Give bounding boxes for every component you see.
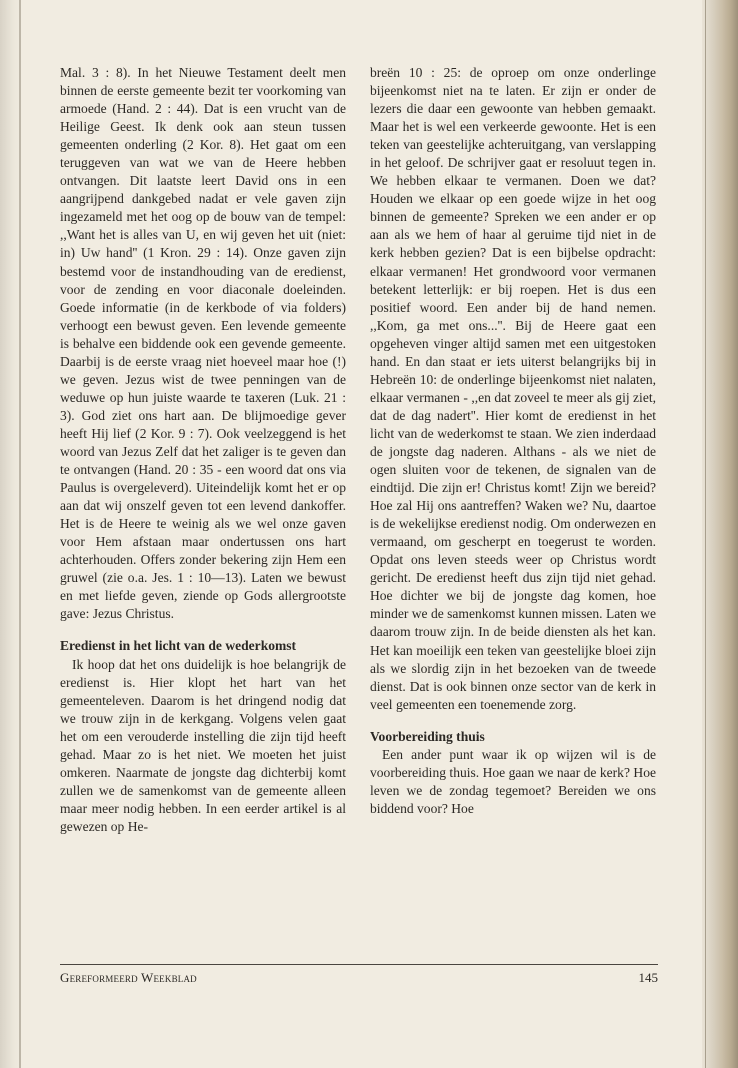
section-heading-voorbereiding: Voorbereiding thuis: [370, 728, 485, 744]
left-paragraph-1: Mal. 3 : 8). In het Nieuwe Testament deelt men binnen de eerste gemeente bezit ter voorkoming van armoede (Hand. 2 : 44). Dat is een vrucht van de Heilige Geest. Ik denk ook aan steun tussen gemeenten onderling (2 Kor. 8). Het gaat om een teruggeven van wat we van de Heere hebben ontvangen. Dit laatste leert David ons in een aangrijpend dankgebed nadat er vele gaven zijn ingezameld met het oog op de bouw van de tempel: ,,Want het is alles van U, en wij geven het uit (niet: in) Uw hand'' (1 Kron. 29 : 14). Onze gaven zijn bestemd voor de instandhouding van de eredienst, voor de zending en voor diaconale doeleinden. Goede informatie (in de kerkbode of via folders) verhoogt een bewust geven. Een levende gemeente is behalve een biddende ook een gevende gemeente. Daarbij is de eerste vraag niet hoeveel maar hoe (!) we geven. Jezus wist de twee penningen van de weduwe op hun juiste waarde te taxeren (Luk. 21 : 3). God ziet ons hart aan. De blijmoedige gever heeft Hij lief (2 Kor. 9 : 7). Ook veelzeggend is het woord van Jezus Zelf dat het zaliger is te geven dan te ontvangen (Hand. 20 : 35 - een woord dat ons via Paulus is overgeleverd). Uiteindelijk komt het er op aan dat wij onszelf geven tot een levend dankoffer. Het is de Heere te weinig als we wel onze gaven voor Hem afstaan maar ondertussen ons hart achterhouden. Offers zonder bekering zijn Hem een gruwel (zie o.a. Jes. 1 : 10—13). Laten we bewust en met liefde geven, ziende op Gods allergrootste gave: Jezus Christus.: [60, 65, 346, 622]
spacer: [60, 623, 346, 637]
page-number: 145: [638, 970, 658, 985]
page-edge-line: [705, 0, 706, 1068]
section-heading-eredienst: Eredienst in het licht van de wederkomst: [60, 638, 297, 654]
right-paragraph-2: Een ander punt waar ik op wijzen wil is de voorbereiding thuis. Hoe gaan we naar de kerk? Hoe leven we de zondag tegemoet? Bereiden we ons biddend voor? Hoe: [370, 746, 656, 816]
left-column: [60, 64, 346, 836]
publication-name: Gereformeerd Weekblad: [60, 970, 197, 985]
footer-rule: [60, 964, 658, 965]
spacer: [370, 714, 656, 728]
page-edge-shadow: [702, 0, 738, 1068]
gutter-line: [19, 0, 21, 1068]
left-paragraph-2: Ik hoop dat het ons duidelijk is hoe belangrijk de eredienst is. Hier klopt het hart van het gemeenteleven. Daarom is het dringend nodig dat we trouw zijn in de kerkgang. Volgens velen gaat het om een verouderde instelling die zijn tijd heeft gehad. Maar zo is het niet. We moeten het juist omkeren. Naarmate de jongste dag dichterbij komt zullen we de samenkomst van de gemeente alleen maar meer nodig hebben. In een eerder artikel is al gewezen op He-: [60, 656, 346, 834]
right-column: [370, 64, 656, 818]
right-paragraph-1: breën 10 : 25: de oproep om onze onderlinge bijeenkomst niet na te laten. Er zijn er onder de lezers die daar een gewoonte van hebben gemaakt. Maar het is wel een verkeerde gewoonte. Het is een teken van geestelijke achteruitgang, van verslapping in het geloof. De schrijver gaat er resoluut tegen in. We hebben elkaar te vermanen. Doen we dat? Houden we elkaar op een goede wijze in het oog binnen de gemeente? Spreken we een ander er op aan als we hem of haar al geruime tijd niet in de kerk hebben gezien? Dat is een bijbelse opdracht: elkaar vermanen! Het grondwoord voor vermanen betekent letterlijk: er bij roepen. Het is dus een positief woord. Een ander bij de hand nemen. ,,Kom, ga met ons...''. Bij de Heere gaat een opgeheven vinger altijd samen met een uitgestoken hand. En dan staat er iets uiterst belangrijks bij in Hebreën 10: de onderlinge bijeenkomst niet nalaten, elkaar vermanen - ,,en dat zoveel te meer als gij ziet, dat de dag nadert''. Hier komt de eredienst in het licht van de wederkomst te staan. We zien inderdaad de jongste dag naderen. Althans - als we niet de ogen sluiten voor de tekenen, de signalen van de eindtijd. Die zijn er! Christus komt! Zijn we bereid? Hoe zal Hij ons aantreffen? Waken we? Nu, daartoe is de wekelijkse eredienst nodig. Om onderwezen en vermaand, om gescherpt en toegerust te worden. Opdat ons leven steeds weer op Christus wordt gericht. De eredienst heeft dus zijn tijd niet gehad. Hoe dichter we bij de jongste dag komen, hoe minder we de samenkomst kunnen missen. Laten we daarom trouw zijn. In de beide diensten als het kan. Het kan moeilijk een teken van geestelijke bloei zijn als we slordig zijn in het bezoeken van de tweede dienst. Dat is ook binnen onze sector van de kerk in veel gemeenten een toenemende zorg.: [370, 65, 656, 712]
